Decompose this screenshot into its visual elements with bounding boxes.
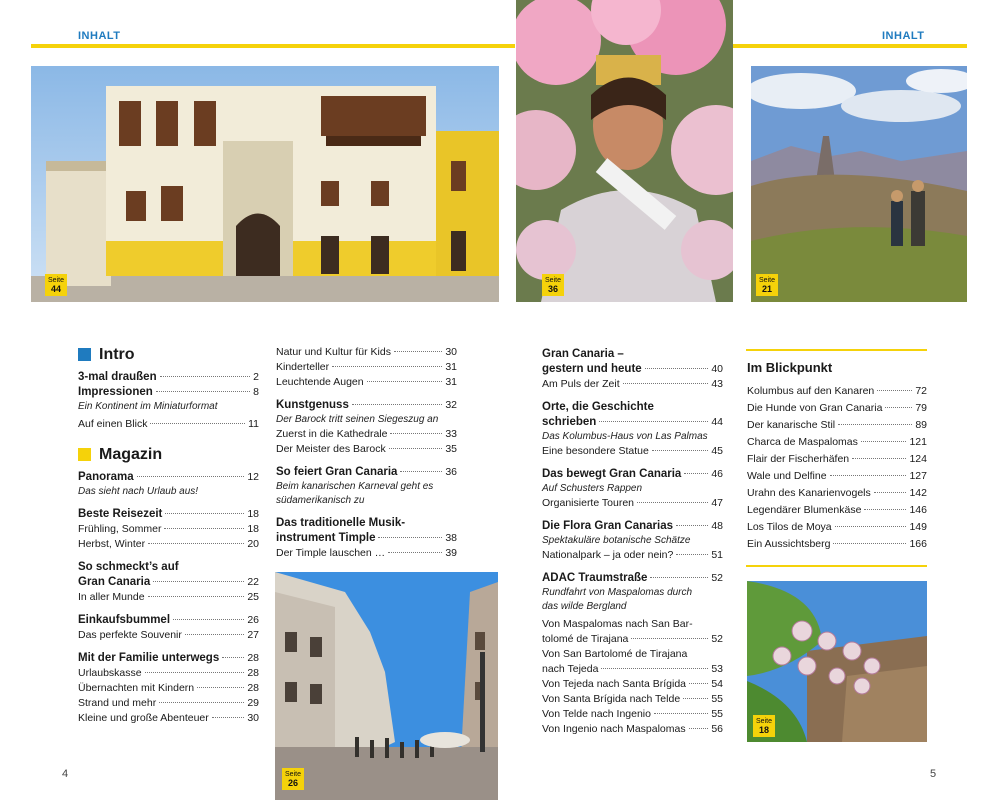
badge-label: Seite xyxy=(285,771,301,778)
entry-title: Der kanarische Stil xyxy=(747,419,836,431)
toc-entry[interactable] xyxy=(747,502,927,519)
entry-page: 39 xyxy=(445,547,457,559)
entry-subtitle: Beim kanarischen Karneval geht es xyxy=(276,481,434,492)
entry-page: 142 xyxy=(909,487,927,499)
entry-page: 38 xyxy=(445,532,457,544)
toc-entry[interactable] xyxy=(747,434,927,451)
entry-title: Beste Reisezeit xyxy=(78,508,163,520)
entry-title: Herbst, Winter xyxy=(78,538,146,550)
entry-title: Panorama xyxy=(78,471,134,483)
toc-entry[interactable] xyxy=(542,377,723,392)
toc-entry[interactable] xyxy=(542,692,723,707)
entry-page: 22 xyxy=(247,576,259,588)
entry-page: 121 xyxy=(909,436,927,448)
entry-title: Von Ingenio nach Maspalomas xyxy=(542,723,686,735)
entry-page: 43 xyxy=(711,378,723,390)
entry-page: 45 xyxy=(711,445,723,457)
toc-entry[interactable] xyxy=(78,417,259,432)
badge-number: 21 xyxy=(761,284,772,294)
blue-square-icon xyxy=(78,348,91,361)
toc-entry[interactable] xyxy=(542,444,723,459)
toc-entry[interactable] xyxy=(747,451,927,468)
toc-entry[interactable] xyxy=(78,651,259,666)
entry-page: 40 xyxy=(711,363,723,375)
toc-entry[interactable] xyxy=(542,496,723,511)
entry-title: So feiert Gran Canaria xyxy=(276,466,398,478)
entry-title: tolomé de Tirajana xyxy=(542,633,629,645)
photo-carnival-queen xyxy=(516,0,733,302)
badge-label: Seite xyxy=(756,718,772,725)
entry-page: 127 xyxy=(909,470,927,482)
toc-entry[interactable] xyxy=(542,707,723,722)
entry-subtitle: das wilde Bergland xyxy=(542,601,627,612)
entry-page: 47 xyxy=(711,497,723,509)
photo-columbus-house xyxy=(31,66,499,302)
entry-subtitle: Spektakuläre botanische Schätze xyxy=(542,535,691,546)
toc-entry[interactable] xyxy=(78,537,259,552)
yellow-square-icon xyxy=(78,448,91,461)
entry-page: 52 xyxy=(711,572,723,584)
entry-page: 26 xyxy=(247,614,259,626)
toc-entry[interactable] xyxy=(78,628,259,643)
toc-entry[interactable] xyxy=(276,375,457,390)
entry-title: Strand und mehr xyxy=(78,697,157,709)
blickpunkt-heading: Im Blickpunkt xyxy=(747,360,833,375)
page-number-right: 5 xyxy=(930,768,937,780)
entry-title-line: Von Maspalomas nach San Bar- xyxy=(542,618,693,630)
entry-title: Flair der Fischerhäfen xyxy=(747,453,850,465)
entry-page: 8 xyxy=(253,386,259,398)
header-label-left: INHALT xyxy=(78,30,121,42)
entry-title: gestern und heute xyxy=(542,363,642,375)
entry-title: Am Puls der Zeit xyxy=(542,378,620,390)
entry-page: 36 xyxy=(445,466,457,478)
entry-subtitle: Der Barock tritt seinen Siegeszug an xyxy=(276,414,439,425)
toc-entry[interactable] xyxy=(78,613,259,628)
entry-page: 18 xyxy=(247,508,259,520)
entry-page: 28 xyxy=(247,652,259,664)
entry-page: 2 xyxy=(253,371,259,383)
entry-title: Der Meister des Barock xyxy=(276,443,386,455)
entry-page: 72 xyxy=(915,385,927,397)
entry-title: Gran Canaria xyxy=(78,576,151,588)
entry-title: Der Timple lauschen … xyxy=(276,547,386,559)
toc-entry[interactable] xyxy=(542,467,723,482)
toc-entry[interactable] xyxy=(542,662,723,677)
entry-title: instrument Timple xyxy=(276,532,376,544)
toc-entry[interactable] xyxy=(542,677,723,692)
toc-entry[interactable] xyxy=(276,427,457,442)
toc-entry[interactable] xyxy=(747,485,927,502)
page-badge-street xyxy=(282,768,304,790)
entry-subtitle: Das sieht nach Urlaub aus! xyxy=(78,486,199,497)
entry-page: 25 xyxy=(247,591,259,603)
toc-entry[interactable] xyxy=(78,507,259,522)
entry-title: Einkaufsbummel xyxy=(78,614,171,626)
toc-entry[interactable] xyxy=(276,442,457,457)
toc-column-3 xyxy=(542,347,723,737)
entry-page: 31 xyxy=(445,376,457,388)
entry-page: 27 xyxy=(247,629,259,641)
toc-entry[interactable] xyxy=(542,722,723,737)
entry-page: 30 xyxy=(445,346,457,358)
entry-page: 28 xyxy=(247,682,259,694)
entry-page: 146 xyxy=(909,504,927,516)
entry-page: 48 xyxy=(711,520,723,532)
photo-hikers-mountain xyxy=(751,66,967,302)
entry-page: 11 xyxy=(248,418,259,430)
entry-title-line: So schmeckt’s auf xyxy=(78,561,179,573)
toc-column-1 xyxy=(78,347,259,726)
toc-entry[interactable] xyxy=(542,415,723,430)
entry-subtitle: südamerikanisch zu xyxy=(276,495,365,506)
toc-entry[interactable] xyxy=(78,522,259,537)
toc-entry[interactable] xyxy=(542,548,723,563)
entry-page: 79 xyxy=(915,402,927,414)
entry-page: 124 xyxy=(909,453,927,465)
entry-subtitle: Auf Schusters Rappen xyxy=(542,483,643,494)
entry-page: 29 xyxy=(247,697,259,709)
entry-title: In aller Munde xyxy=(78,591,145,603)
entry-page: 30 xyxy=(247,712,259,724)
entry-page: 12 xyxy=(247,471,259,483)
entry-title: Ein Aussichtsberg xyxy=(747,538,831,550)
badge-number: 26 xyxy=(287,778,298,788)
page-badge-flower xyxy=(753,715,775,737)
entry-page: 55 xyxy=(711,708,723,720)
entry-page: 52 xyxy=(711,633,723,645)
entry-title: Legendärer Blumenkäse xyxy=(747,504,862,516)
toc-entry[interactable] xyxy=(542,362,723,377)
page-badge-queen xyxy=(542,274,564,296)
entry-title: Das perfekte Souvenir xyxy=(78,629,182,641)
entry-page: 33 xyxy=(445,428,457,440)
entry-title: Von Telde nach Ingenio xyxy=(542,708,651,720)
entry-page: 51 xyxy=(711,549,723,561)
header-rule-right xyxy=(733,44,967,48)
entry-title: ADAC Traumstraße xyxy=(542,572,648,584)
entry-title-line: Von San Bartolomé de Tirajana xyxy=(542,648,688,660)
toc-entry[interactable] xyxy=(78,470,259,485)
header-rule-left xyxy=(31,44,515,48)
entry-title: Leuchtende Augen xyxy=(276,376,364,388)
entry-page: 44 xyxy=(711,416,723,428)
entry-page: 35 xyxy=(445,443,457,455)
entry-title-line: Gran Canaria – xyxy=(542,348,624,360)
toc-column-4 xyxy=(747,359,927,553)
entry-title: Von Santa Brígida nach Telde xyxy=(542,693,681,705)
toc-entry[interactable] xyxy=(276,465,457,480)
page-number-left: 4 xyxy=(62,768,69,780)
entry-page: 46 xyxy=(711,468,723,480)
page-badge-house xyxy=(45,274,67,296)
badge-number: 36 xyxy=(547,284,558,294)
toc-entry[interactable] xyxy=(78,711,259,726)
entry-title: Kunstgenuss xyxy=(276,399,349,411)
entry-title: nach Tejeda xyxy=(542,663,599,675)
entry-page: 20 xyxy=(247,538,259,550)
entry-page: 56 xyxy=(711,723,723,735)
toc-entry[interactable] xyxy=(747,468,927,485)
entry-title: schrieben xyxy=(542,416,597,428)
entry-title: Mit der Familie unterwegs xyxy=(78,652,220,664)
blickpunkt-rule-top xyxy=(746,349,927,351)
entry-title: 3-mal draußen xyxy=(78,371,157,383)
entry-title: Organisierte Touren xyxy=(542,497,635,509)
badge-number: 18 xyxy=(758,725,769,735)
entry-title: Kolumbus auf den Kanaren xyxy=(747,385,875,397)
toc-entry[interactable] xyxy=(747,383,927,400)
toc-entry[interactable] xyxy=(276,360,457,375)
entry-title: Wale und Delfine xyxy=(747,470,827,482)
toc-entry[interactable] xyxy=(78,575,259,590)
badge-label: Seite xyxy=(48,277,64,284)
entry-title-line: Orte, die Geschichte xyxy=(542,401,654,413)
header-label-right: INHALT xyxy=(882,30,925,42)
toc-entry[interactable] xyxy=(276,531,457,546)
entry-title: Eine besondere Statue xyxy=(542,445,649,457)
entry-title: Urlaubskasse xyxy=(78,667,142,679)
entry-title: Zuerst in die Kathedrale xyxy=(276,428,388,440)
entry-title: Los Tilos de Moya xyxy=(747,521,832,533)
entry-title: Die Hunde von Gran Canaria xyxy=(747,402,883,414)
entry-title: Übernachten mit Kindern xyxy=(78,682,195,694)
entry-page: 89 xyxy=(915,419,927,431)
entry-title: Von Tejeda nach Santa Brígida xyxy=(542,678,687,690)
entry-page: 149 xyxy=(909,521,927,533)
entry-title: Kinderteller xyxy=(276,361,330,373)
toc-entry[interactable] xyxy=(276,345,457,360)
photo-street-scene xyxy=(275,572,498,800)
entry-title-line: Das traditionelle Musik- xyxy=(276,517,406,529)
toc-column-2 xyxy=(276,345,457,561)
toc-entry[interactable] xyxy=(78,681,259,696)
entry-page: 28 xyxy=(247,667,259,679)
section-intro xyxy=(78,347,259,362)
toc-entry[interactable] xyxy=(78,370,259,385)
badge-label: Seite xyxy=(759,277,775,284)
entry-title: Die Flora Gran Canarias xyxy=(542,520,674,532)
section-title: Intro xyxy=(99,346,135,363)
entry-page: 53 xyxy=(711,663,723,675)
entry-page: 31 xyxy=(445,361,457,373)
entry-subtitle: Rundfahrt von Maspalomas durch xyxy=(542,587,693,598)
toc-entry[interactable] xyxy=(78,590,259,605)
toc-entry[interactable] xyxy=(542,632,723,647)
entry-subtitle: Das Kolumbus-Haus von Las Palmas xyxy=(542,431,708,442)
entry-page: 18 xyxy=(247,523,259,535)
entry-title: Charca de Maspalomas xyxy=(747,436,858,448)
entry-subtitle: Ein Kontinent im Miniaturformat xyxy=(78,401,218,412)
entry-title: Kleine und große Abenteuer xyxy=(78,712,209,724)
badge-label: Seite xyxy=(545,277,561,284)
entry-title: Urahn des Kanarienvogels xyxy=(747,487,871,499)
entry-page: 55 xyxy=(711,693,723,705)
toc-entry[interactable] xyxy=(747,536,927,553)
toc-entry[interactable] xyxy=(542,519,723,534)
toc-entry[interactable] xyxy=(747,417,927,434)
entry-title: Das bewegt Gran Canaria xyxy=(542,468,682,480)
page-badge-hikers xyxy=(756,274,778,296)
blickpunkt-rule-bottom xyxy=(746,565,927,567)
toc-entry[interactable] xyxy=(747,519,927,536)
toc-entry[interactable] xyxy=(276,546,457,561)
entry-title: Nationalpark – ja oder nein? xyxy=(542,549,674,561)
toc-entry[interactable] xyxy=(78,696,259,711)
toc-entry[interactable] xyxy=(542,571,723,586)
entry-title: Natur und Kultur für Kids xyxy=(276,346,391,358)
toc-entry[interactable] xyxy=(747,400,927,417)
toc-entry[interactable] xyxy=(78,385,259,400)
entry-title: Impressionen xyxy=(78,386,153,398)
toc-entry[interactable] xyxy=(78,666,259,681)
entry-page: 166 xyxy=(909,538,927,550)
entry-page: 32 xyxy=(445,399,457,411)
entry-title: Frühling, Sommer xyxy=(78,523,162,535)
entry-title: Auf einen Blick xyxy=(78,418,148,430)
section-magazin xyxy=(78,447,259,462)
badge-number: 44 xyxy=(50,284,61,294)
entry-page: 54 xyxy=(711,678,723,690)
photo-flower xyxy=(747,581,927,742)
toc-entry[interactable] xyxy=(276,398,457,413)
section-title: Magazin xyxy=(99,446,163,463)
